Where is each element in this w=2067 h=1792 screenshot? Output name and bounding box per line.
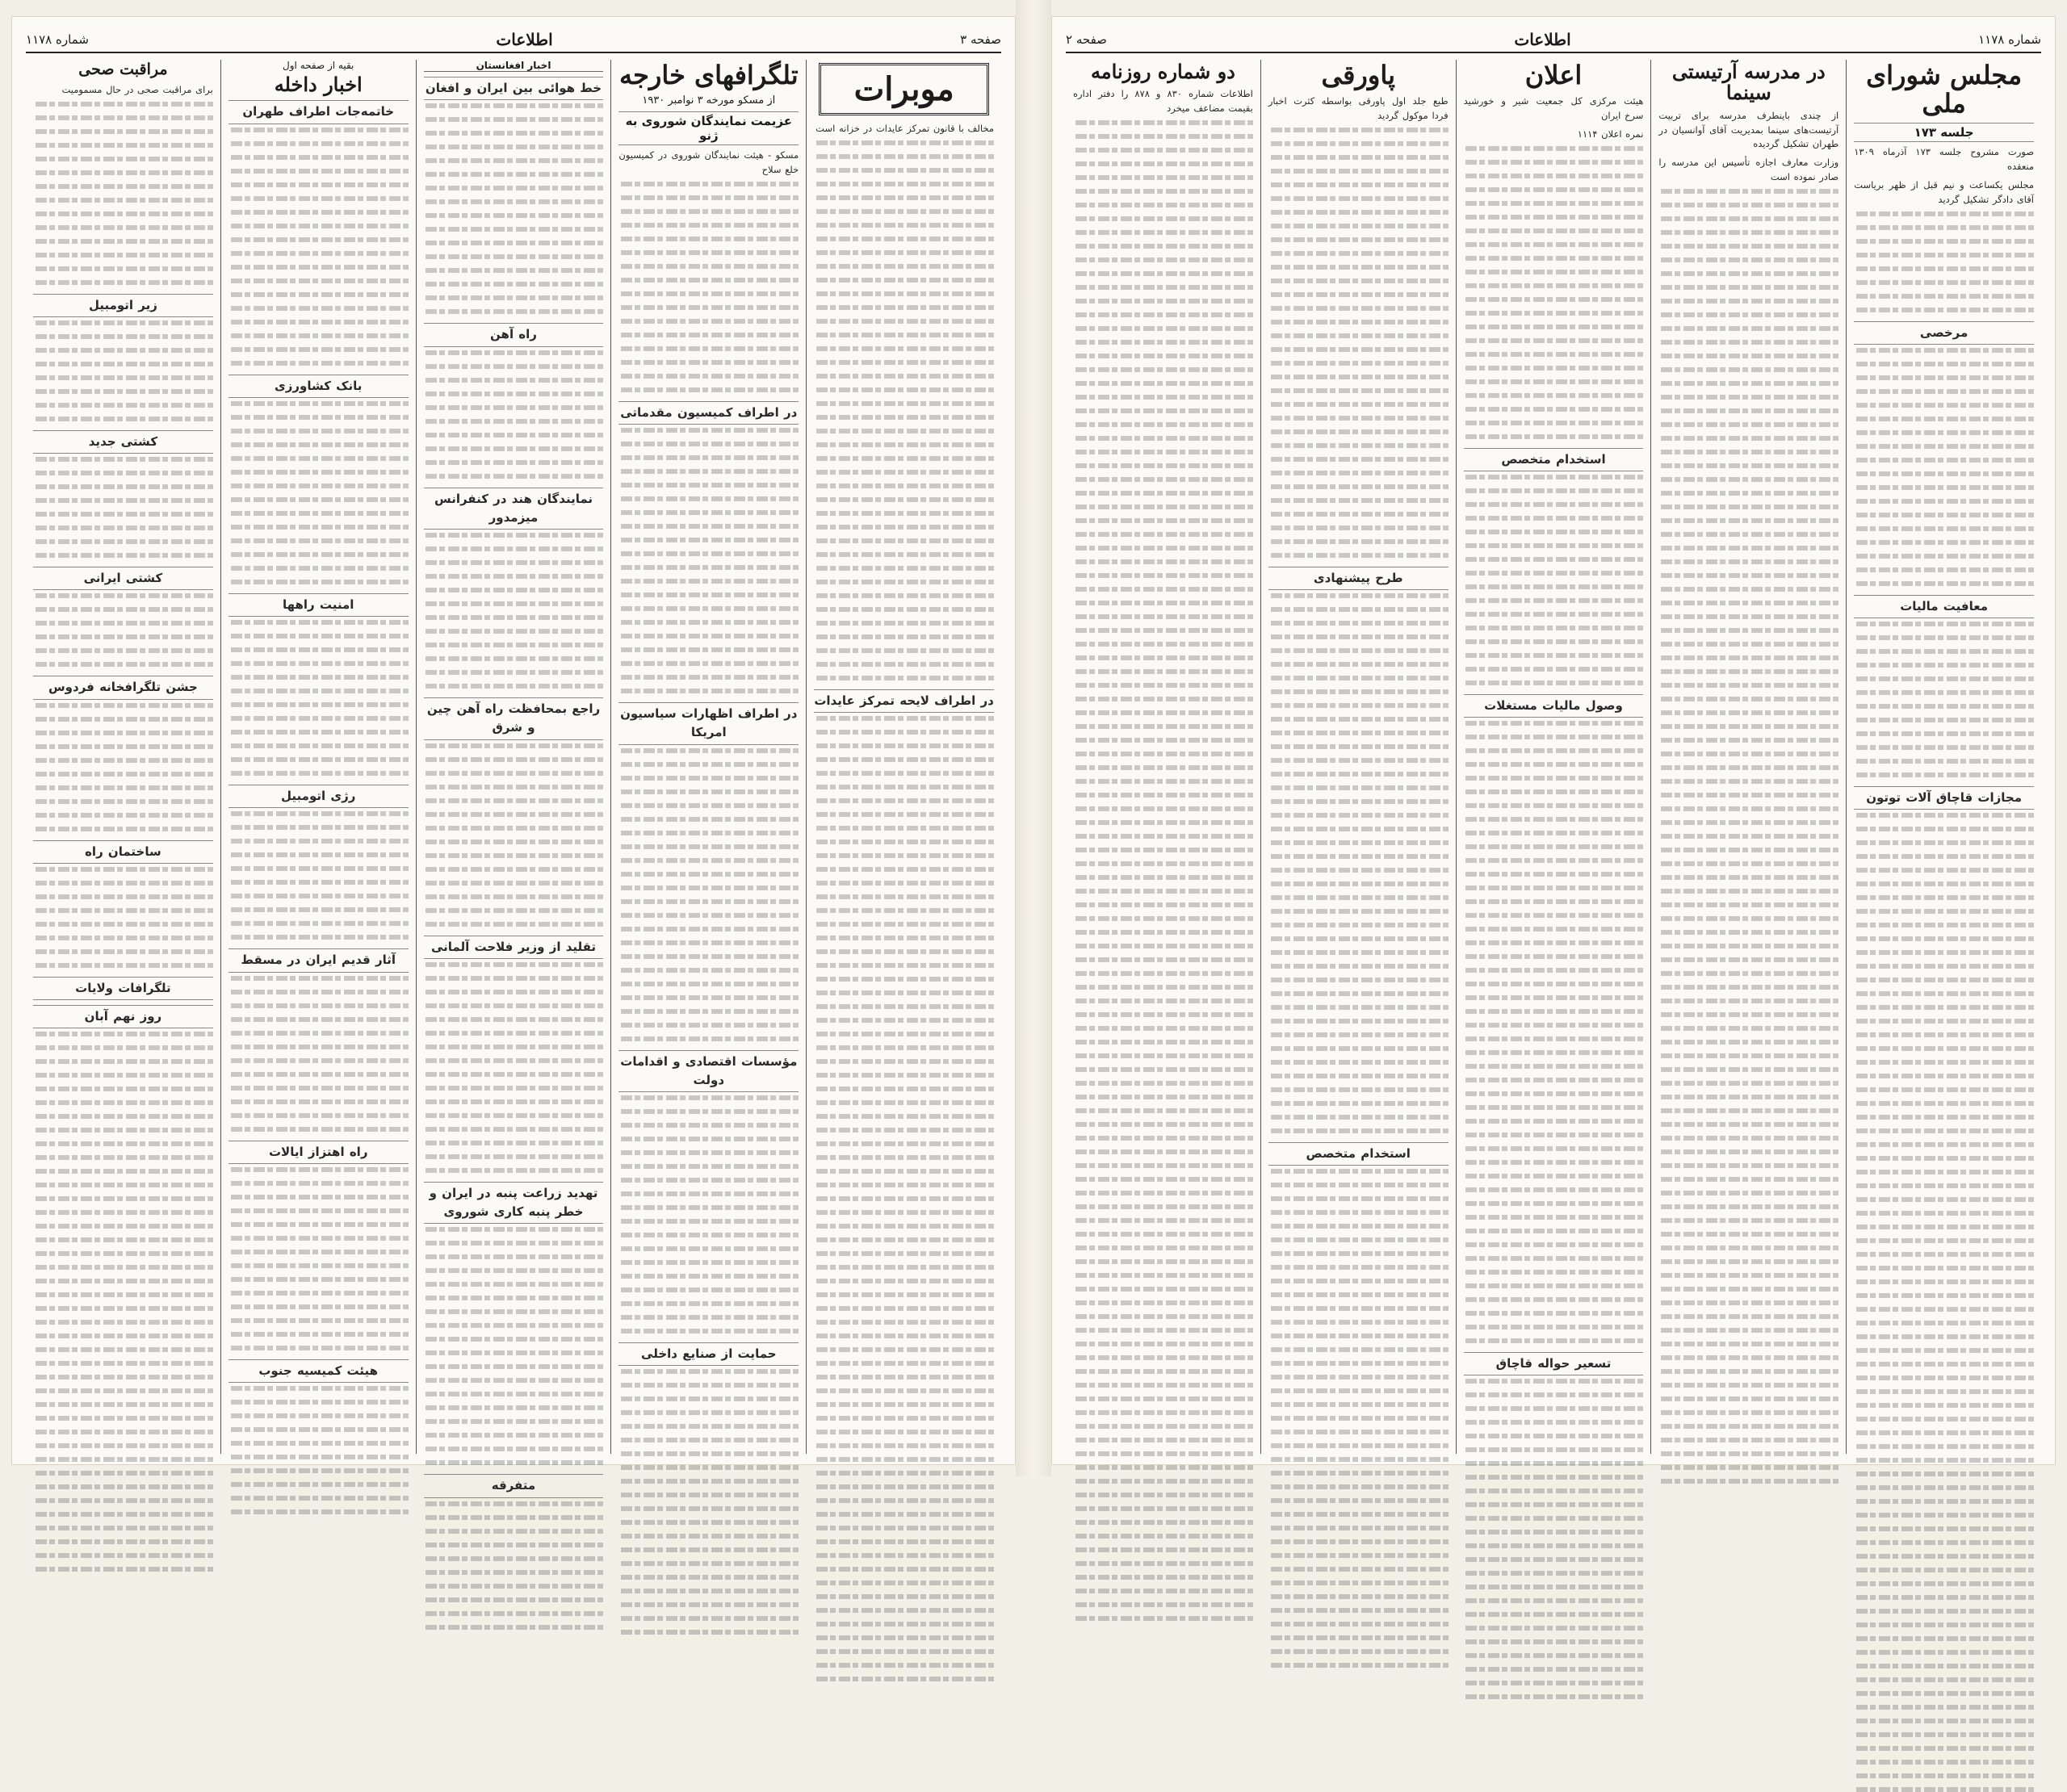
- column-health: [26, 60, 220, 1454]
- paragraph: نمره اعلان ۱۱۱۴: [1577, 128, 1644, 140]
- right-page-issue-label: شماره ۱۱۷۸: [1978, 32, 2041, 47]
- paragraph: از چندی باینطرف مدرسه برای تربیت آرتیست‌های سینما بمدیریت آقای آوانسیان در طهران تشکیل گردیده: [1658, 109, 1839, 150]
- text-lines: [33, 320, 213, 421]
- paragraph: مخالف با قانون تمرکز عایدات در خزانه است: [815, 123, 994, 134]
- text-lines: [618, 1369, 799, 1635]
- continued-label: بقیه از صفحه اول: [283, 60, 354, 71]
- left-page: [11, 16, 1016, 1493]
- article-body-afghanistan-news: [424, 77, 604, 1630]
- article-body-majlis: [1854, 145, 2034, 1792]
- section-heading: تسعیر حواله قاچاق: [1464, 1352, 1644, 1375]
- section-heading: متفرقه: [424, 1474, 604, 1497]
- section-heading: آثار قدیم ایران در مسقط: [229, 948, 409, 972]
- paragraph: وزارت معارف اجازه تأسیس این مدرسه را صادر نموده است: [1658, 157, 1839, 183]
- right-page-columns: [1066, 60, 2041, 1454]
- paragraph: مسکو - هیئت نمایندگان شوروی در کمیسیون خلع سلاح: [618, 149, 799, 175]
- section-heading: راه آهن: [424, 323, 604, 346]
- section-heading: امنیت راهها: [229, 593, 409, 617]
- paragraph: طبع جلد اول پاورقی بواسطه کثرت اخبار فردا موکول گردید: [1268, 95, 1449, 121]
- text-lines: [424, 1227, 604, 1465]
- dateline: از مسکو مورخه ۳ نوامبر ۱۹۳۰: [642, 94, 776, 107]
- article-body-two-issues: [1073, 87, 1253, 1621]
- section-heading: راه اهتزاز ایالات: [229, 1141, 409, 1164]
- section-heading: وصول مالیات مستغلات: [1464, 694, 1644, 718]
- headline-mobarat: موبرات: [819, 63, 989, 115]
- text-lines: [1854, 348, 2034, 586]
- section-heading: زیر اتومبیل: [33, 294, 213, 317]
- text-lines: [1464, 146, 1644, 439]
- section-heading: کشتی جدید: [33, 430, 213, 454]
- text-lines: [229, 1167, 409, 1350]
- section-heading: مؤسسات اقتصادی و اقدامات دولت: [618, 1050, 799, 1093]
- subhead-session: جلسه ۱۷۳: [1854, 123, 2034, 142]
- page-gutter: [1016, 0, 1051, 1476]
- column-majlis: [1846, 60, 2041, 1454]
- column-cinema-school: [1650, 60, 1846, 1454]
- text-lines: [424, 350, 604, 479]
- section-heading: تقلید از وزیر فلاحت آلمانی: [424, 936, 604, 959]
- text-lines: [1854, 211, 2034, 312]
- section-heading: خاتمه‌جات اطراف طهران: [229, 100, 409, 124]
- section-heading: راجع بمحافظت راه آهن چین و شرق: [424, 697, 604, 740]
- section-heading: در اطراف کمیسیون مقدماتی: [618, 401, 799, 425]
- section-heading: خط هوائی بین ایران و افغان: [424, 77, 604, 100]
- section-heading: روز نهم آبان: [33, 1005, 213, 1028]
- paragraph: مجلس یکساعت و نیم قبل از ظهر بریاست آقای دادگر تشکیل گردید: [1854, 179, 2034, 205]
- left-page-paper-name: اطلاعات: [496, 30, 553, 49]
- paragraph: اطلاعات شماره ۸۳۰ و ۸۷۸ را دفتر اداره بقیمت مضاعف میخرد: [1073, 88, 1253, 115]
- headline-health: مراقبت صحی: [78, 61, 168, 78]
- text-lines: [1073, 120, 1253, 1621]
- text-lines: [229, 128, 409, 366]
- column-two-issues: [1066, 60, 1260, 1454]
- text-lines: [618, 1095, 799, 1334]
- left-page-label: صفحه ۳: [960, 32, 1001, 47]
- text-lines: [618, 748, 799, 1041]
- section-heading: تلگرافات ولایات: [33, 977, 213, 1000]
- paragraph: صورت مشروح جلسه ۱۷۳ آذرماه ۱۳۰۹ منعقده: [1854, 146, 2034, 173]
- right-page-header: [1066, 27, 2041, 53]
- section-heading: طرح پیشنهادی: [1268, 567, 1449, 590]
- text-lines: [33, 593, 213, 667]
- text-lines: [33, 102, 213, 285]
- text-lines: [1658, 189, 1838, 1484]
- paragraph: هیئت مرکزی کل جمعیت شیر و خورشید سرخ ایران: [1463, 95, 1644, 121]
- section-heading: استخدام متخصص: [1464, 448, 1644, 471]
- text-lines: [424, 103, 604, 314]
- text-lines: [229, 1386, 409, 1514]
- text-lines: [1854, 813, 2034, 1792]
- right-page-paper-name: اطلاعات: [1514, 30, 1571, 49]
- left-page-header: [26, 27, 1001, 53]
- text-lines: [424, 533, 604, 689]
- section-heading: مرخصی: [1854, 321, 2034, 345]
- section-heading: بانک کشاورزی: [229, 375, 409, 398]
- column-domestic-news: [220, 60, 416, 1454]
- text-lines: [33, 1032, 213, 1572]
- text-lines: [618, 428, 799, 693]
- article-body-announcement: [1464, 94, 1644, 1699]
- text-lines: [1464, 721, 1644, 1343]
- right-page-label: صفحه ۲: [1066, 32, 1107, 47]
- text-lines: [1268, 128, 1449, 558]
- text-lines: [424, 962, 604, 1173]
- text-lines: [229, 976, 409, 1132]
- headline-foreign-telegrams: تلگرافهای خارجه: [618, 60, 799, 90]
- article-body-cinema-school: [1658, 109, 1838, 1484]
- article-body-foreign-telegrams: [618, 149, 799, 1635]
- text-lines: [33, 703, 213, 831]
- text-lines: [814, 716, 994, 1681]
- headline-afghanistan-news: اخبار افغانستان: [424, 60, 604, 72]
- left-page-issue-label: شماره ۱۱۷۸: [26, 32, 89, 47]
- text-lines: [1268, 593, 1449, 1133]
- text-lines: [229, 401, 409, 584]
- text-lines: [618, 182, 799, 392]
- left-page-columns: [26, 60, 1001, 1493]
- section-heading: حمایت از صنایع داخلی: [618, 1342, 799, 1366]
- section-heading: رژی اتومبیل: [229, 785, 409, 808]
- article-body-health: [33, 83, 213, 1572]
- section-heading: هیئت کمیسیه جنوب: [229, 1359, 409, 1383]
- headline-two-issues: دو شماره روزنامه: [1090, 60, 1235, 83]
- article-body-mobarat: [814, 122, 994, 1681]
- paragraph: برای مراقبت صحی در حال مسمومیت: [61, 83, 213, 95]
- column-afghanistan-news: [416, 60, 611, 1493]
- article-body-domestic-news: [229, 100, 409, 1514]
- article-body-feuilleton: [1268, 94, 1449, 1668]
- right-page: [1051, 16, 2056, 1465]
- section-heading: مجازات قاچاق آلات توتون: [1854, 786, 2034, 810]
- section-heading: در اطراف لایحه تمرکز عایدات: [814, 689, 994, 713]
- text-lines: [229, 620, 409, 776]
- text-lines: [33, 457, 213, 558]
- section-heading: معافیت مالیات: [1854, 595, 2034, 618]
- headline-domestic-news: اخبار داخله: [274, 73, 363, 96]
- text-lines: [229, 811, 409, 940]
- text-lines: [1464, 1379, 1644, 1699]
- headline-feuilleton: پاورقی: [1321, 60, 1395, 90]
- text-lines: [814, 140, 994, 680]
- section-heading: جشن تلگرافخانه فردوس: [33, 676, 213, 699]
- section-heading: نمایندگان هند در کنفرانس میزمدور: [424, 488, 604, 530]
- section-heading: کشتی ایرانی: [33, 567, 213, 590]
- column-feuilleton: [1260, 60, 1456, 1454]
- text-lines: [1854, 622, 2034, 777]
- text-lines: [1464, 475, 1644, 685]
- text-lines: [424, 743, 604, 927]
- text-lines: [424, 1501, 604, 1630]
- column-mobarat: [806, 60, 1001, 1454]
- text-lines: [33, 867, 213, 968]
- text-lines: [1268, 1169, 1449, 1668]
- headline-announcement: اعلان: [1524, 60, 1583, 90]
- subhead-delegation: عزیمت نمایندگان شوروی به ژنو: [618, 111, 799, 145]
- column-foreign-telegrams: [610, 60, 806, 1454]
- column-announcement: [1456, 60, 1651, 1454]
- section-heading: ساختمان راه: [33, 840, 213, 864]
- section-heading: در اطراف اظهارات سیاسیون امریکا: [618, 702, 799, 745]
- headline-majlis: مجلس شورای ملی: [1866, 60, 2023, 119]
- headline-cinema-school: در مدرسه آرتیستی سینما: [1671, 60, 1826, 105]
- section-heading: استخدام متخصص: [1268, 1142, 1449, 1166]
- section-heading: تهدید زراعت پنبه در ایران و خطر پنبه کاری شوروی: [424, 1182, 604, 1225]
